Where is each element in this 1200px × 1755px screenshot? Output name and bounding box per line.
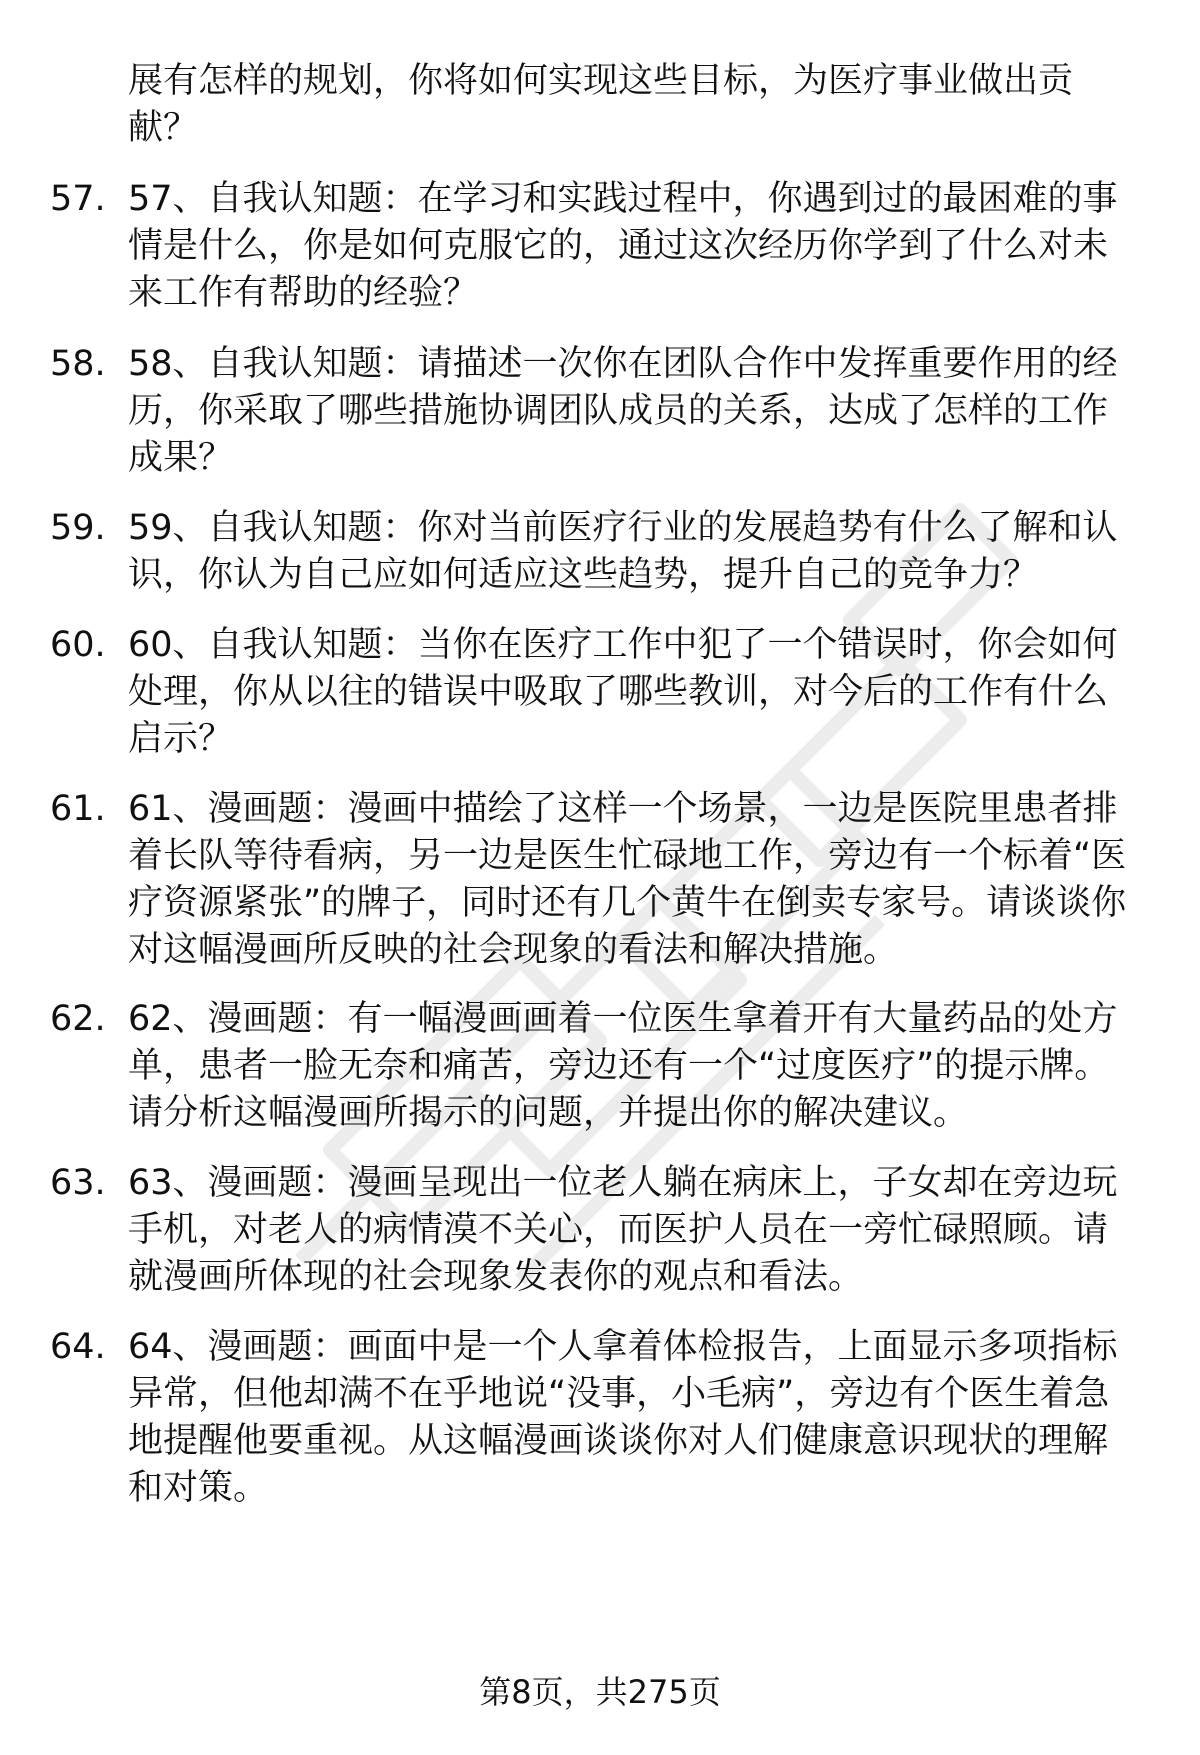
- question-text: 57、自我认知题：在学习和实践过程中，你遇到过的最困难的事情是什么，你是如何克服它的，通过这次经历你学到了什么对未来工作有帮助的经验？: [128, 179, 1118, 313]
- question-number: 64.: [50, 1327, 106, 1367]
- continuation-paragraph: 展有怎样的规划，你将如何实现这些目标，为医疗事业做出贡献？: [128, 61, 1074, 148]
- question-text: 61、漫画题：漫画中描绘了这样一个场景，一边是医院里患者排着长队等待看病，另一边是医生忙碌地工作，旁边有一个标着“医疗资源紧张”的牌子，同时还有几个黄牛在倒卖专家号。请谈谈你对这幅漫画所反映的社会现象的看法和解决措施。: [128, 789, 1127, 970]
- question-number: 63.: [50, 1163, 106, 1203]
- page-footer: 第8页，共275页: [479, 1673, 721, 1711]
- question-number: 61.: [50, 789, 106, 829]
- question-number: 60.: [50, 625, 106, 665]
- question-text: 63、漫画题：漫画呈现出一位老人躺在病床上，子女却在旁边玩手机，对老人的病情漠不关心，而医护人员在一旁忙碌照顾。请就漫画所体现的社会现象发表你的观点和看法。: [128, 1163, 1118, 1297]
- question-number: 62.: [50, 999, 106, 1039]
- question-number: 57.: [50, 179, 106, 219]
- question-text: 62、漫画题：有一幅漫画画着一位医生拿着开有大量药品的处方单，患者一脸无奈和痛苦，旁边还有一个“过度医疗”的提示牌。请分析这幅漫画所揭示的问题，并提出你的解决建议。: [128, 999, 1118, 1133]
- question-text: 59、自我认知题：你对当前医疗行业的发展趋势有什么了解和认识，你认为自己应如何适应这些趋势，提升自己的竞争力？: [128, 508, 1118, 595]
- question-number: 58.: [50, 344, 106, 384]
- question-number: 59.: [50, 508, 106, 548]
- question-text: 58、自我认知题：请描述一次你在团队合作中发挥重要作用的经历，你采取了哪些措施协调团队成员的关系，达成了怎样的工作成果？: [128, 344, 1118, 478]
- question-text: 60、自我认知题：当你在医疗工作中犯了一个错误时，你会如何处理，你从以往的错误中吸取了哪些教训，对今后的工作有什么启示？: [128, 625, 1118, 759]
- question-text: 64、漫画题：画面中是一个人拿着体检报告，上面显示多项指标异常，但他却满不在乎地说“没事，小毛病”，旁边有个医生着急地提醒他要重视。从这幅漫画谈谈你对人们健康意识现状的理解和对策。: [128, 1327, 1118, 1508]
